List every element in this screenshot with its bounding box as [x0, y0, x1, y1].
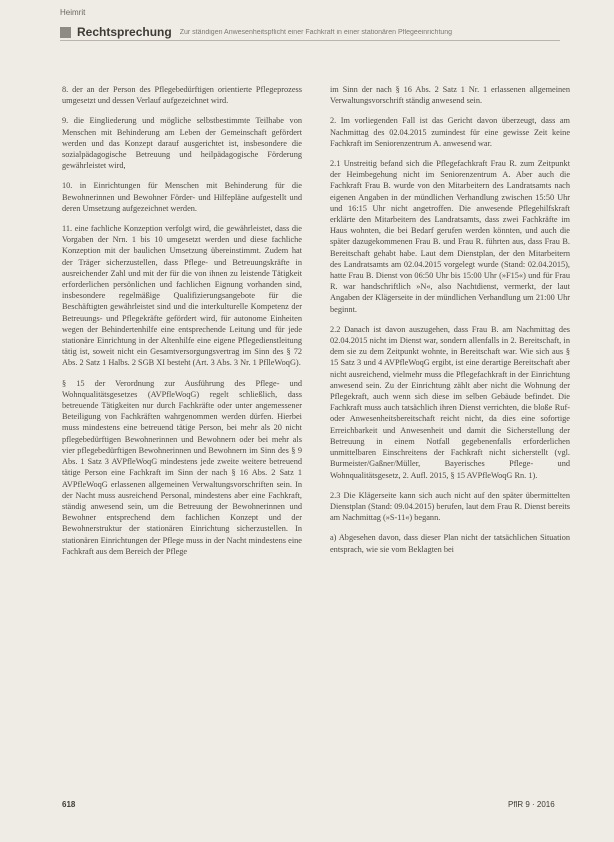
paragraph: 2.2 Danach ist davon auszugehen, dass Frau B. am Nachmittag des 02.04.2015 nicht im Dienst war, sondern allenfalls in 2. Bereitschaft, in dem sie zu dem Zeitpunkt wohnte, in Bereitschaft war. Wie sich aus § 15 Satz 3 und 4 AVPfleWoqG ergibt, ist eine derartige Bereitschaft aber nicht ausreichend, vielmehr muss die Pflegefachkraft in der Einrichtung anwesend sein. Zu der Einrichtung zählt aber nicht die Wohnung der Pflegekraft, auch wenn sich diese im selben Gebäude befindet. Die Fachkraft muss auch tatsächlich ihren Dienst verrichten, die bloße Ruf- oder Anwesenheitsbereitschaft reicht nicht, da dies eine sofortige Erreichbarkeit und Anwesenheit und damit die Sicherstellung der Betreuung in einem Notfall gegebenenfalls erforderlichen unmittelbaren Einschreitens der Fachkraft nicht sicherstellt (vgl. Burmeister/Gaßner/Müller, Bayerisches Pflege- und Wohnqualitätsgesetz, 2. Aufl. 2015, § 15 AVPfleWoqG Rn. 1). [330, 324, 570, 480]
paragraph: im Sinn der nach § 16 Abs. 2 Satz 1 Nr. 1 erlassenen allgemeinen Verwaltungsvorschrift ständig anwesend sein. [330, 85, 570, 106]
paragraph: 11. eine fachliche Konzeption verfolgt wird, die gewährleistet, dass die Vorgaben der Nrn. 1 bis 10 umgesetzt werden und diese fachliche Konzeption mit der baulichen Umsetzung übereinstimmt. Zudem hat der Träger sicherzustellen, dass Pflege- und Betreuungskräfte in ausreichender Zahl und mit der für die von ihnen zu leistende Tätigkeit erforderlichen persönlichen und fachlichen Eignung vorhanden sind, insbesondere regelmäßige Qualifizierungsangebote für die Beschäftigten gewährleistet sind und die interkulturelle Kompetenz der Betreuungs- und Pflegekräfte gefördert wird, für autonome Einheiten wegen der Behindertenhilfe eine entsprechende Leitung und für jede stationäre Einrichtung in der Altenhilfe eine eigene Pflegedienstleitung tätig ist, soweit nicht ein Gesamtversorgungsvertrag im Sinn des § 72 Abs. 2 Satz 1 Halbs. 2 SGB XI besteht (Art. 3 Abs. 3 Nr. 1 PflleWoqG). [62, 224, 302, 368]
paragraph: 2.1 Unstreitig befand sich die Pflegefachkraft Frau R. zum Zeitpunkt der Heimbegehung nicht im Seniorenzentrum A. Aber auch die Fachkraft Frau B. wurde von den Mitarbeitern des Landratsamts nach eigenen Angaben in der mündlichen Verhandlung zwischen 15:50 Uhr und 16:15 Uhr nicht angetroffen. Die anwesende Pflegehilfskraft erklärte den Mitarbeitern des Landratsamts, dass zwei Fachkräfte im Haus wohnten, die bei Bedarf gerufen werden könnten, und auch die später dazugekommenen Frau B. und Frau R. führten aus, dass Frau B. Bereitschaft gehabt habe. Laut dem Dienstplan, der den Mitarbeitern des Landratsamts am 02.04.2015 vorgelegt wurde (Stand: 02.04.2015), hatte Frau B. Dienst von 06:50 Uhr bis 15:00 Uhr (»F15«) und für Frau R. war handschriftlich »N«, also Nachtdienst, vermerkt, der laut Angaben der Klägerseite in der mündlichen Verhandlung um 21:00 Uhr beginnt. [330, 159, 570, 314]
paragraph: 10. in Einrichtungen für Menschen mit Behinderung für die Bewohnerinnen und Bewohner Förder- und Hilfepläne aufgestellt und deren Umsetzung aufgezeichnet werden. [62, 181, 302, 213]
paragraph: § 15 der Verordnung zur Ausführung des Pflege- und Wohnqualitätsgesetzes (AVPfleWoqG) regelt schließlich, dass betreuende Tätigkeiten nur durch Fachkräfte oder unter angemessener Beteiligung von Fachkräften wahrgenommen werden dürfen. Hierbei muss mindestens eine betreuend tätige Person, bei mehr als 20 nicht pflegebedürftigen Bewohnerinnen und Bewohnern oder bei mehr als vier pflegebedürftigen Bewohnerinnen und Bewohnern im Sinn des § 9 Abs. 1 Satz 3 AVPfleWoqG mindestens jede zweite weitere betreuend tätige Person eine Fachkraft im Sinn der nach § 16 Abs. 2 Satz 1 AVPfleWoqG erlassenen allgemeinen Verwaltungsvorschriften sein. In der Nacht muss ausreichend Personal, mindestens aber eine Fachkraft, ständig anwesend sein, um die Betreuung der Bewohnerinnen und Bewohner entsprechend dem fachlichen Konzept und der Bewohnerstruktur der stationären Einrichtung sicherzustellen. In stationären Einrichtungen der Pflege muss in der Nacht mindestens eine Fachkraft aus dem Bereich der Pflege [62, 378, 302, 556]
paragraph: 9. die Eingliederung und mögliche selbstbestimmte Teilhabe von Menschen mit Behinderung am Leben der Gemeinschaft gefördert werden und das Konzept darauf ausgerichtet ist, insbesondere die sozialpädagogische Betreuung und heilpädagogische Förderung gewährleistet wird, [62, 116, 302, 171]
section-subtitle: Zur ständigen Anwesenheitspflicht einer Fachkraft in einer stationären Pflegeeinrichtung [179, 28, 453, 36]
paragraph: 2.3 Die Klägerseite kann sich auch nicht auf den später übermittelten Dienstplan (Stand: 09.04.2015) berufen, laut dem Frau R. Dienst bereits am Nachmittag (»S-11«) begann. [330, 490, 570, 523]
section-title: Rechtsprechung [77, 25, 172, 39]
page-number: 618 [62, 800, 76, 809]
paragraph: 8. der an der Person des Pflegebedürftigen orientierte Pflegeprozess umgesetzt und dessen Verlauf aufgezeichnet wird. [62, 85, 302, 106]
right-text-column [330, 84, 570, 564]
paragraph: 2. Im vorliegenden Fall ist das Gericht davon überzeugt, dass am Nachmittag des 02.04.2015 zumindest für eine gewisse Zeit keine Fachkraft im Seniorenzentrum A. anwesend war. [330, 116, 570, 148]
journal-issue: PflR 9 · 2016 [508, 800, 555, 809]
author-line: Heimrit [60, 8, 86, 17]
section-header [60, 24, 560, 41]
section-marker-icon [60, 27, 71, 38]
paragraph: a) Abgesehen davon, dass dieser Plan nicht der tatsächlichen Situation entsprach, wie sie vom Beklagten bei [330, 533, 570, 554]
left-text-column [62, 84, 302, 566]
